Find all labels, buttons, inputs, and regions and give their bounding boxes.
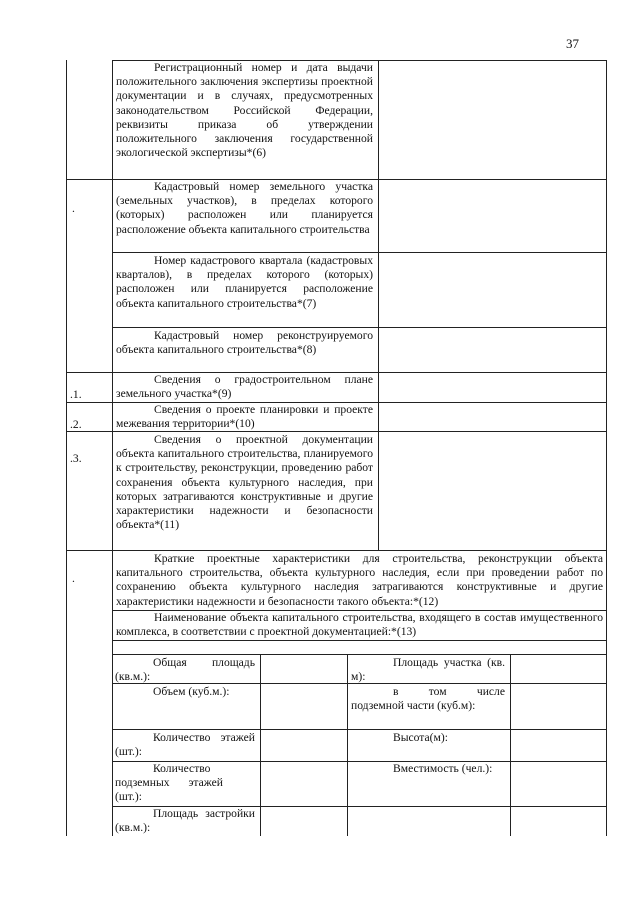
row-num-gpzu: .1. bbox=[70, 388, 82, 401]
row-text-doc: Сведения о проектной документации объекта капитального строительства, планируемого к строительству, реконструкции, проведению работ сохранения объекта культурного наследия, при которых затрагиваются конструктивные и другие характеристики надежности и безопасности объекта*(11) bbox=[116, 433, 373, 532]
grid-label-built-area: Площадь застройки (кв.м.): bbox=[115, 807, 255, 835]
grid-top-line bbox=[112, 654, 607, 655]
grid-label-underground-volume: в том числе подземной части (куб.м): bbox=[351, 685, 505, 713]
row-num-plan: .2. bbox=[70, 418, 82, 431]
table-border-right bbox=[606, 60, 607, 836]
row-text-cad: Кадастровый номер земельного участка (земельных участков), в пределах которого (которых) расположен или планируется расположение объекта капитального строительства bbox=[116, 180, 373, 236]
row-text-reg: Регистрационный номер и дата выдачи положительного заключения экспертизы проектной документации и в случаях, предусмотренных законодательством Российской Федерации, реквизиты приказа об утверждении положительного заключения государственной экологической экспертизы*(6) bbox=[116, 61, 373, 160]
grid-label-total-area: Общая площадь (кв.м.): bbox=[115, 656, 255, 684]
row-text-plan: Сведения о проекте планировки и проекте межевания территории*(10) bbox=[116, 403, 373, 431]
row-line bbox=[112, 327, 607, 328]
grid-col bbox=[510, 654, 511, 836]
grid-label-volume: Объем (куб.м.): bbox=[153, 685, 230, 698]
table-border-left bbox=[66, 60, 67, 836]
table-col-divider-1 bbox=[112, 60, 113, 836]
table-col-divider-2 bbox=[378, 60, 379, 550]
grid-col bbox=[347, 654, 348, 836]
name-row-text: Наименование объекта капитального строительства, входящего в состав имущественного комплекса, в соответствии с проектной документацией:*(13) bbox=[116, 611, 603, 639]
grid-label-capacity: Вместимость (чел.): bbox=[393, 762, 493, 775]
grid-label-height: Высота(м): bbox=[393, 731, 448, 744]
row-num-doc: .3. bbox=[70, 452, 82, 465]
grid-col bbox=[260, 654, 261, 836]
row-text-gpzu: Сведения о градостроительном плане земельного участка*(9) bbox=[116, 373, 373, 401]
row-text-quarter: Номер кадастрового квартала (кадастровых кварталов), в пределах которого (которых) расположен или планируется расположение объекта капитального строительства*(7) bbox=[116, 254, 373, 310]
brief-text: Краткие проектные характеристики для строительства, реконструкции объекта капитального строительства, объекта культурного наследия, если при проведении работ по сохранению объекта культурного наследия затрагиваются конструктивные и другие характеристики надежности и безопасности такого объекта:*(12) bbox=[116, 552, 603, 608]
row-line bbox=[112, 640, 607, 641]
row-line bbox=[112, 252, 607, 253]
row-num-brief: . bbox=[72, 572, 75, 585]
grid-label-floors: Количество этажей (шт.): bbox=[115, 731, 255, 759]
page-number: 37 bbox=[566, 36, 579, 51]
grid-line bbox=[112, 729, 607, 730]
row-num-cad: . bbox=[72, 202, 75, 215]
row-line bbox=[66, 550, 607, 551]
grid-label-underground-floors: Количество подземных этажей (шт.): bbox=[115, 762, 223, 804]
row-text-recon: Кадастровый номер реконструируемого объекта капитального строительства*(8) bbox=[116, 329, 373, 357]
grid-label-plot-area: Площадь участка (кв. м): bbox=[351, 656, 505, 684]
